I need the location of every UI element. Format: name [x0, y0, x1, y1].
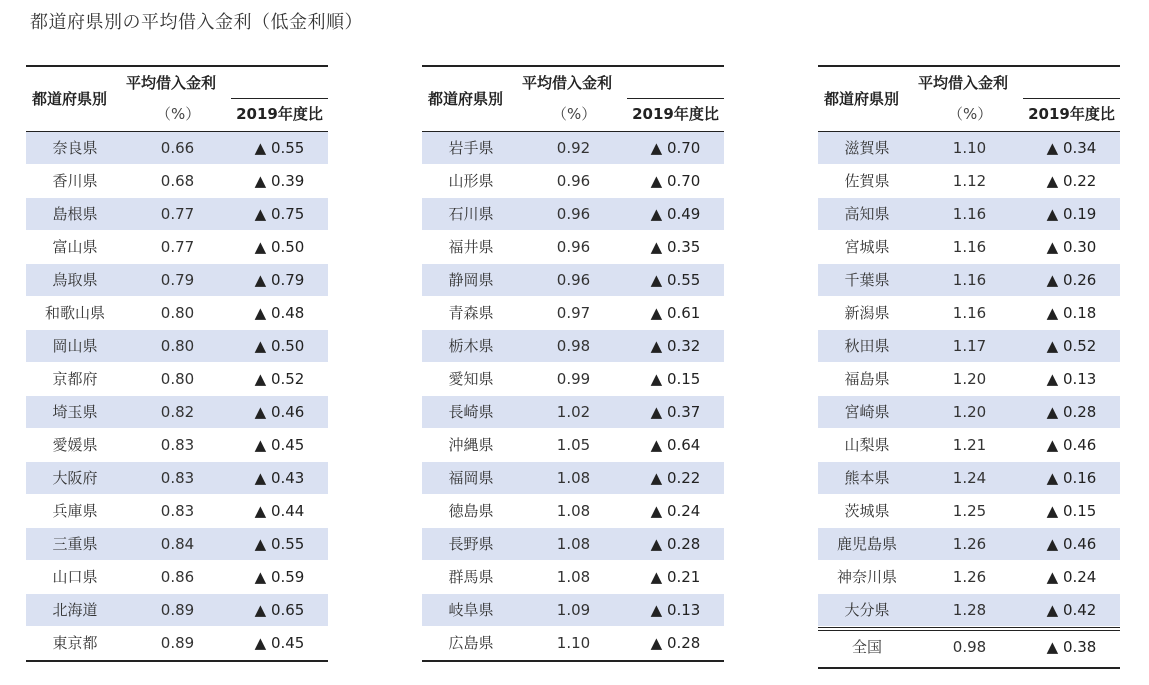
change-cell: ▲ 0.39 [254, 172, 305, 190]
change-cell: ▲ 0.28 [650, 634, 701, 652]
change-cell: ▲ 0.45 [254, 436, 305, 454]
rate-cell: 0.80 [160, 337, 195, 355]
change-cell: ▲ 0.46 [254, 403, 305, 421]
table-row [26, 462, 328, 495]
prefecture-cell: 愛知県 [448, 370, 494, 388]
rate-cell: 0.83 [160, 502, 195, 520]
rate-cell: 0.83 [160, 436, 195, 454]
table-row [26, 429, 328, 462]
change-cell: ▲ 0.18 [1046, 304, 1097, 322]
prefecture-cell: 熊本県 [844, 469, 890, 487]
prefecture-cell: 岩手県 [448, 139, 494, 157]
rate-table-2 [422, 65, 724, 662]
change-cell: ▲ 0.55 [650, 271, 701, 289]
rate-cell: 1.24 [952, 469, 987, 487]
table-row [818, 528, 1120, 561]
table-row [26, 396, 328, 429]
change-cell: ▲ 0.32 [650, 337, 701, 355]
change-cell: ▲ 0.50 [254, 238, 305, 256]
prefecture-cell: 鳥取県 [52, 271, 98, 289]
table-row [422, 627, 724, 662]
change-cell: ▲ 0.44 [254, 502, 305, 520]
change-cell: ▲ 0.45 [254, 634, 305, 652]
change-cell: ▲ 0.38 [1046, 638, 1097, 656]
table-header [26, 65, 328, 132]
rate-cell: 0.89 [160, 601, 195, 619]
prefecture-cell: 青森県 [448, 304, 494, 322]
change-cell: ▲ 0.24 [1046, 568, 1097, 586]
prefecture-cell: 和歌山県 [44, 304, 105, 322]
table-row [818, 297, 1120, 330]
rate-cell: 1.16 [952, 238, 987, 256]
rate-cell: 0.96 [556, 271, 591, 289]
change-cell: ▲ 0.28 [1046, 403, 1097, 421]
change-cell: ▲ 0.70 [650, 139, 701, 157]
prefecture-cell: 愛媛県 [52, 436, 98, 454]
rate-cell: 1.21 [952, 436, 987, 454]
table-row [26, 297, 328, 330]
table-row [422, 495, 724, 528]
change-cell: ▲ 0.42 [1046, 601, 1097, 619]
prefecture-cell: 宮崎県 [844, 403, 890, 421]
rate-cell: 1.25 [952, 502, 987, 520]
rate-table-1 [26, 65, 328, 662]
prefecture-cell: 宮城県 [844, 238, 890, 256]
table-row [818, 363, 1120, 396]
table-row [26, 561, 328, 594]
rate-cell: 0.79 [160, 271, 195, 289]
prefecture-cell: 高知県 [844, 205, 890, 223]
table-row [818, 165, 1120, 198]
table-row [422, 561, 724, 594]
change-cell: ▲ 0.37 [650, 403, 701, 421]
rate-cell: 1.08 [556, 502, 591, 520]
prefecture-cell: 栃木県 [448, 337, 494, 355]
table-row [818, 132, 1120, 165]
table-row [818, 594, 1120, 627]
prefecture-cell: 三重県 [52, 535, 98, 553]
prefecture-cell: 福岡県 [448, 469, 494, 487]
prefecture-cell: 徳島県 [448, 502, 494, 520]
column-header-rate: 平均借入金利 [126, 74, 217, 92]
rate-cell: 0.96 [556, 172, 591, 190]
table-row [26, 231, 328, 264]
table-row [26, 594, 328, 627]
prefecture-cell: 長野県 [448, 535, 494, 553]
column-header-rate: 平均借入金利 [918, 74, 1009, 92]
table-row [818, 198, 1120, 231]
prefecture-cell: 千葉県 [844, 271, 890, 289]
rate-cell: 1.17 [952, 337, 987, 355]
change-cell: ▲ 0.15 [1046, 502, 1097, 520]
prefecture-cell: 山形県 [448, 172, 494, 190]
prefecture-cell: 福井県 [448, 238, 494, 256]
column-header-compare: 2019年度比 [1023, 98, 1120, 130]
change-cell: ▲ 0.46 [1046, 436, 1097, 454]
table-row [422, 264, 724, 297]
prefecture-cell: 兵庫県 [52, 502, 98, 520]
table-row [26, 165, 328, 198]
rate-cell: 0.82 [160, 403, 195, 421]
column-header-unit: （%） [552, 105, 597, 123]
table-row [422, 198, 724, 231]
change-cell: ▲ 0.16 [1046, 469, 1097, 487]
prefecture-cell: 京都府 [52, 370, 98, 388]
change-cell: ▲ 0.28 [650, 535, 701, 553]
rate-cell: 0.96 [556, 205, 591, 223]
prefecture-cell: 滋賀県 [844, 139, 890, 157]
change-cell: ▲ 0.26 [1046, 271, 1097, 289]
rate-cell: 0.80 [160, 304, 195, 322]
prefecture-cell: 島根県 [52, 205, 98, 223]
change-cell: ▲ 0.13 [1046, 370, 1097, 388]
table-row [422, 132, 724, 165]
table-header [818, 65, 1120, 132]
column-header-prefecture: 都道府県別 [824, 90, 900, 108]
table-row [26, 363, 328, 396]
rate-cell: 1.16 [952, 205, 987, 223]
rate-cell: 0.98 [556, 337, 591, 355]
table-row [422, 396, 724, 429]
table-row [422, 528, 724, 561]
change-cell: ▲ 0.34 [1046, 139, 1097, 157]
prefecture-cell: 富山県 [52, 238, 98, 256]
change-cell: ▲ 0.22 [1046, 172, 1097, 190]
column-header-compare: 2019年度比 [231, 98, 328, 130]
rate-cell: 1.10 [556, 634, 591, 652]
table-row [422, 594, 724, 627]
rate-cell: 0.97 [556, 304, 591, 322]
rate-cell: 1.08 [556, 469, 591, 487]
prefecture-cell: 静岡県 [448, 271, 494, 289]
prefecture-cell: 山梨県 [844, 436, 890, 454]
table-row [818, 462, 1120, 495]
column-header-rate: 平均借入金利 [522, 74, 613, 92]
table-row [26, 198, 328, 231]
change-cell: ▲ 0.70 [650, 172, 701, 190]
change-cell: ▲ 0.65 [254, 601, 305, 619]
prefecture-cell: 大阪府 [52, 469, 98, 487]
column-header-unit: （%） [156, 105, 201, 123]
change-cell: ▲ 0.79 [254, 271, 305, 289]
rate-cell: 0.92 [556, 139, 591, 157]
rate-cell: 1.09 [556, 601, 591, 619]
change-cell: ▲ 0.52 [254, 370, 305, 388]
prefecture-cell: 佐賀県 [844, 172, 890, 190]
rate-cell: 0.86 [160, 568, 195, 586]
table-row [818, 429, 1120, 462]
prefecture-cell: 埼玉県 [52, 403, 98, 421]
change-cell: ▲ 0.48 [254, 304, 305, 322]
prefecture-cell: 沖縄県 [448, 436, 494, 454]
table-row [818, 330, 1120, 363]
rate-cell: 1.16 [952, 271, 987, 289]
prefecture-cell: 岡山県 [52, 337, 98, 355]
rate-cell: 1.08 [556, 535, 591, 553]
rate-cell: 1.16 [952, 304, 987, 322]
prefecture-cell: 山口県 [52, 568, 98, 586]
rate-cell: 1.28 [952, 601, 987, 619]
change-cell: ▲ 0.49 [650, 205, 701, 223]
prefecture-cell: 北海道 [52, 601, 98, 619]
prefecture-cell: 岐阜県 [448, 601, 494, 619]
change-cell: ▲ 0.55 [254, 535, 305, 553]
table-row [26, 264, 328, 297]
page-title: 都道府県別の平均借入金利（低金利順） [30, 12, 363, 33]
table-row [422, 165, 724, 198]
change-cell: ▲ 0.46 [1046, 535, 1097, 553]
table-row [26, 528, 328, 561]
table-body [818, 132, 1120, 669]
prefecture-cell: 大分県 [844, 601, 890, 619]
table-row [818, 264, 1120, 297]
rate-cell: 0.89 [160, 634, 195, 652]
prefecture-cell: 東京都 [52, 634, 98, 652]
change-cell: ▲ 0.50 [254, 337, 305, 355]
table-row [818, 396, 1120, 429]
rate-cell: 0.98 [952, 638, 987, 656]
prefecture-cell: 茨城県 [844, 502, 890, 520]
column-header-prefecture: 都道府県別 [32, 90, 108, 108]
table-row [818, 495, 1120, 528]
table-row [818, 231, 1120, 264]
column-header-compare: 2019年度比 [627, 98, 724, 130]
rate-cell: 0.84 [160, 535, 195, 553]
rate-cell: 0.96 [556, 238, 591, 256]
table-row [422, 330, 724, 363]
national-total-row [818, 627, 1120, 669]
column-header-unit: （%） [948, 105, 993, 123]
rate-cell: 0.99 [556, 370, 591, 388]
table-row [422, 231, 724, 264]
table-row [422, 462, 724, 495]
rate-cell: 0.77 [160, 238, 195, 256]
rate-cell: 1.26 [952, 535, 987, 553]
table-row [422, 297, 724, 330]
prefecture-cell: 香川県 [52, 172, 98, 190]
table-header [422, 65, 724, 132]
table-row [26, 330, 328, 363]
change-cell: ▲ 0.15 [650, 370, 701, 388]
rate-table-3 [818, 65, 1120, 669]
table-row [818, 561, 1120, 594]
change-cell: ▲ 0.43 [254, 469, 305, 487]
prefecture-cell: 石川県 [448, 205, 494, 223]
change-cell: ▲ 0.61 [650, 304, 701, 322]
prefecture-cell: 鹿児島県 [836, 535, 897, 553]
prefecture-cell: 福島県 [844, 370, 890, 388]
rate-cell: 1.10 [952, 139, 987, 157]
prefecture-cell: 秋田県 [844, 337, 890, 355]
rate-cell: 0.66 [160, 139, 195, 157]
column-header-prefecture: 都道府県別 [428, 90, 504, 108]
rate-cell: 1.26 [952, 568, 987, 586]
prefecture-cell: 群馬県 [448, 568, 494, 586]
table-row [26, 495, 328, 528]
rate-cell: 1.08 [556, 568, 591, 586]
rate-cell: 1.02 [556, 403, 591, 421]
change-cell: ▲ 0.21 [650, 568, 701, 586]
prefecture-cell: 長崎県 [448, 403, 494, 421]
change-cell: ▲ 0.35 [650, 238, 701, 256]
prefecture-cell: 新潟県 [844, 304, 890, 322]
rate-cell: 0.77 [160, 205, 195, 223]
rate-cell: 0.68 [160, 172, 195, 190]
change-cell: ▲ 0.75 [254, 205, 305, 223]
rate-cell: 1.20 [952, 403, 987, 421]
change-cell: ▲ 0.13 [650, 601, 701, 619]
rate-cell: 1.12 [952, 172, 987, 190]
change-cell: ▲ 0.24 [650, 502, 701, 520]
table-body [26, 132, 328, 662]
table-row [422, 429, 724, 462]
change-cell: ▲ 0.52 [1046, 337, 1097, 355]
prefecture-cell: 全国 [851, 638, 882, 656]
rate-cell: 1.05 [556, 436, 591, 454]
change-cell: ▲ 0.59 [254, 568, 305, 586]
change-cell: ▲ 0.64 [650, 436, 701, 454]
change-cell: ▲ 0.30 [1046, 238, 1097, 256]
rate-cell: 1.20 [952, 370, 987, 388]
change-cell: ▲ 0.22 [650, 469, 701, 487]
rate-cell: 0.83 [160, 469, 195, 487]
table-row [26, 132, 328, 165]
rate-cell: 0.80 [160, 370, 195, 388]
table-row [26, 627, 328, 662]
prefecture-cell: 広島県 [448, 634, 494, 652]
table-row [422, 363, 724, 396]
prefecture-cell: 奈良県 [52, 139, 98, 157]
change-cell: ▲ 0.55 [254, 139, 305, 157]
table-body [422, 132, 724, 662]
prefecture-cell: 神奈川県 [836, 568, 897, 586]
change-cell: ▲ 0.19 [1046, 205, 1097, 223]
